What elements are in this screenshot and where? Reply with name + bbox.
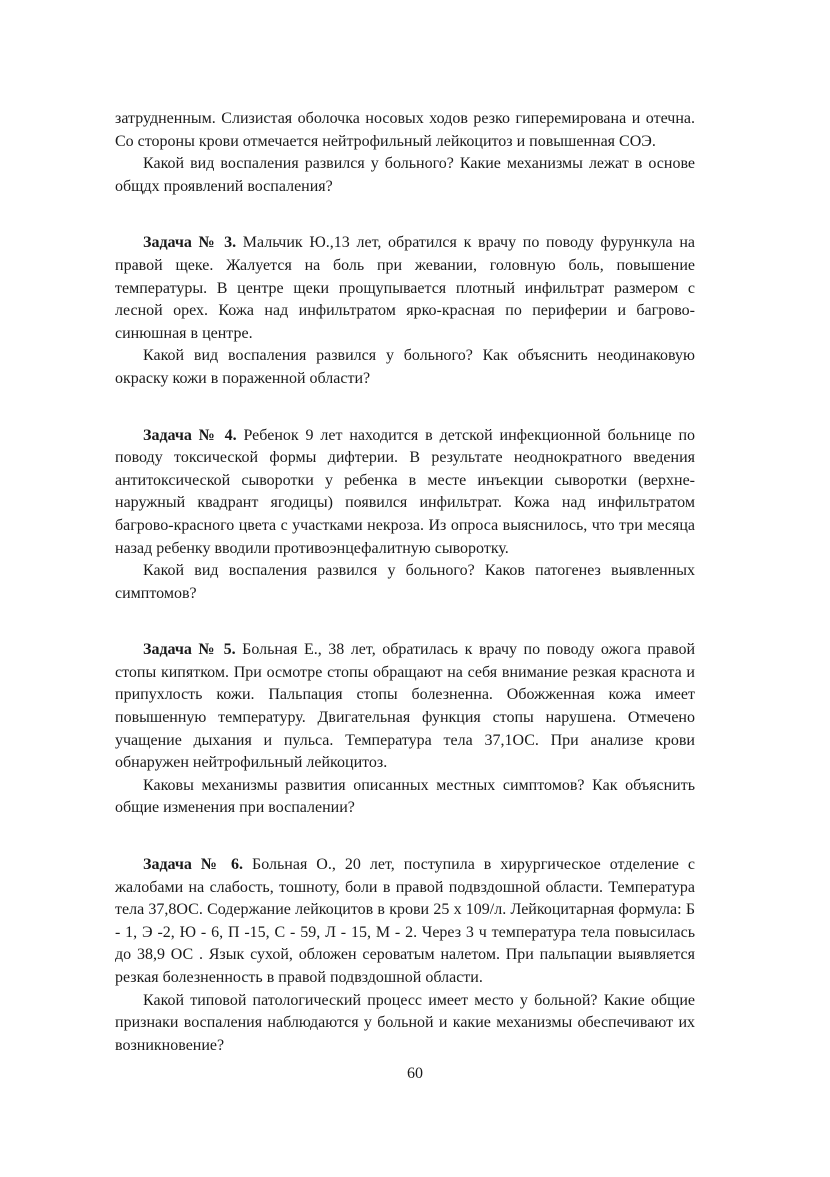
task-3-text xyxy=(115,232,695,345)
task-6-text xyxy=(115,854,695,990)
page-body xyxy=(115,108,695,1057)
task-3-body: Мальчик Ю.,13 лет, обратился к врачу по поводу фурункула на правой щеке. Жалуется на боль при жевании, головную боль, повышение температуры. В центре щеки прощупывается плотный инфильтрат размером с лесной орех. Кожа над инфильтратом ярко-красная по периферии и багрово-синюшная в центре. xyxy=(115,234,695,342)
intro-question: Какой вид воспаления развился у больного? Какие механизмы лежат в основе общдх проявлений воспаления? xyxy=(115,155,695,195)
task-5-body: Больная Е., 38 лет, обратилась к врачу по поводу ожога правой стопы кипятком. При осмотре стопы обращают на себя внимание резкая краснота и припухлость кожи. Пальпация стопы болезненна. Обожженная кожа имеет повышенную температуру. Двигательная функция стопы нарушена. Отмечено учащение дыхания и пульса. Температура тела 37,1ОС. При анализе крови обнаружен нейтрофильный лейкоцитоз. xyxy=(115,641,696,772)
task-4-title: Задача № 4. xyxy=(143,426,237,444)
task-4-body: Ребенок 9 лет находится в детской инфекционной больнице по поводу токсической формы дифтерии. В результате неоднократного введения антитоксической сыворотки у ребенка в месте инъекции сыворотки (верхне-наружный квадрант ягодицы) появился инфильтрат. Кожа над инфильтратом багрово-красного цвета с участками некроза. Из опроса выяснилось, что три месяца назад ребенку вводили противоэнцефалитную сыворотку. xyxy=(115,426,696,557)
task-3-title: Задача № 3. xyxy=(143,234,237,252)
task-6-question: Какой типовой патологический процесс имеет место у больной? Какие общие признаки воспаления наблюдаются у больной и какие механизмы обеспечивают их возникновение? xyxy=(115,991,695,1054)
section-gap xyxy=(115,820,695,854)
task-6-title: Задача № 6. xyxy=(143,856,244,874)
task-4-text xyxy=(115,425,695,561)
task-6-body: Больная О., 20 лет, поступила в хирургическое отделение с жалобами на слабость, тошноту, боли в правой подвздошной области. Температура тела 37,8ОС. Содержание лейкоцитов в крови 25 х 109/л. Лейкоцитарная формула: Б - 1, Э -2, Ю - 6, П -15, С - 59, Л - 15, М - 2. Через 3 ч температура тела повысилась до 38,9 ОС . Язык сухой, обложен сероватым налетом. При пальпации выявляется резкая болезненность в правой подвздошной области. xyxy=(115,856,695,986)
intro-text: затрудненным. Слизистая оболочка носовых ходов резко гиперемирована и отечна. Со стороны крови отмечается нейтрофильный лейкоцитоз и повышенная СОЭ. xyxy=(115,110,695,150)
task-4-question: Какой вид воспаления развился у больного? Каков патогенез выявленных симптомов? xyxy=(115,562,695,602)
section-gap xyxy=(115,391,695,425)
task-3-question: Какой вид воспаления развился у больного? Как объяснить неодинаковую окраску кожи в пораженной области? xyxy=(115,347,695,387)
section-gap xyxy=(115,198,695,232)
task-5-title: Задача № 5. xyxy=(143,641,236,659)
section-gap xyxy=(115,605,695,639)
task-5-question: Каковы механизмы развития описанных местных симптомов? Как объяснить общие изменения при воспалении? xyxy=(115,776,695,817)
task-5-text xyxy=(115,639,695,775)
page-number: 60 xyxy=(407,1065,423,1082)
